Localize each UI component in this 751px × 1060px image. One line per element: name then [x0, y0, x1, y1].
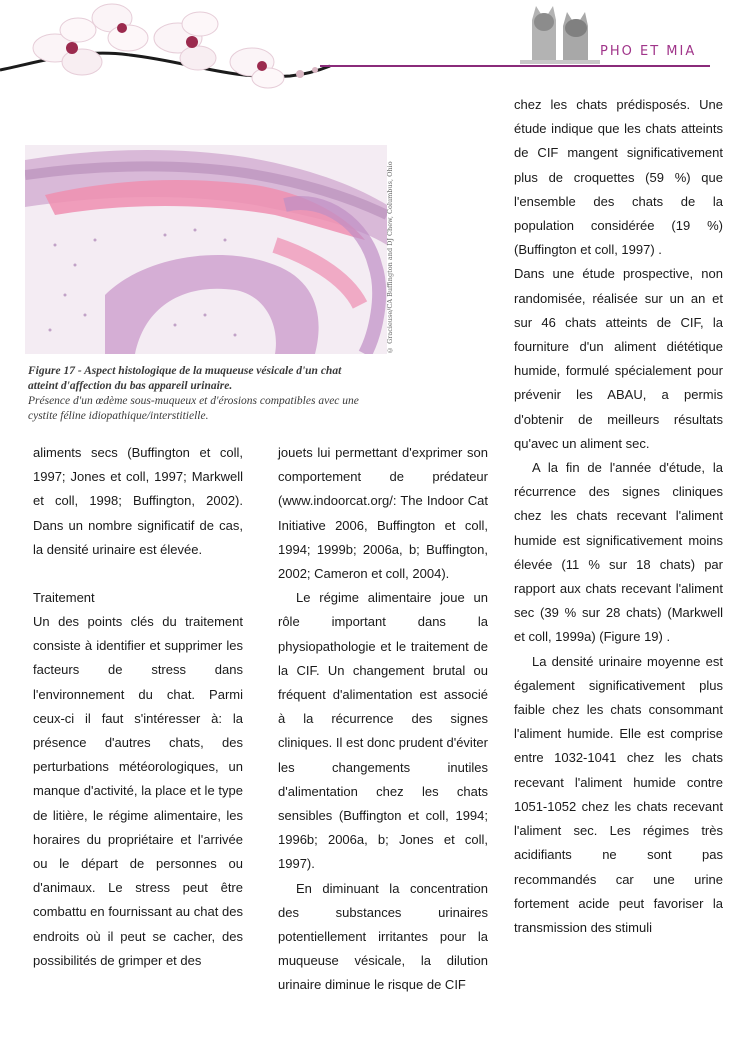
page-header: [0, 0, 751, 95]
paragraph: En diminuant la concentration des substances urinaires potentiellement irritantes pour la muqueuse vésicale, la dilution urinaire diminue le risque de CIF: [278, 880, 488, 993]
paragraph: Le régime alimentaire joue un rôle important dans la physiopathologie et le traitement de la CIF. Un changement brutal ou fréquent d'alimentation est associé à la récurrence des signes cliniques. Il est donc prudent d'éviter les changements inutiles d'alimentation chez les chats sensibles (Buffington et coll, 1994; 1996b; 2006a, b; Jones et coll, 1997).: [278, 590, 488, 872]
paragraph: chez les chats prédisposés. Une étude indique que les chats atteints de CIF mangent significativement plus de croquettes (59 %) que l'ensemble des chats de la population considérée (19 %) (Buffington et coll, 1997) .: [514, 97, 723, 258]
paragraph: Dans une étude prospective, non randomisée, réalisée sur un an et sur 46 chats atteints de CIF, la fourniture d'un aliment diététique humide, formulé spécialement pour prévenir les ABAU, a permis d'obtenir de meilleurs résultats qu'avec un aliment sec.: [514, 266, 723, 451]
paragraph: jouets lui permettant d'exprimer son comportement de prédateur (www.indoorcat.org/: The Indoor Cat Initiative 2006, Buffington et coll, 1994; 1999b; 2006a, b; Buffington, 2002; Cameron et coll, 2004).: [278, 445, 488, 582]
figure-caption-text: Présence d'un œdème sous-muqueux et d'érosions compatibles avec une cystite féline idiopathique/interstitielle.: [28, 395, 359, 422]
text-column-3: [514, 93, 723, 940]
figure-caption-title: Figure 17 - Aspect histologique de la muqueuse vésicale d'un chat atteint d'affection du bas appareil urinaire.: [28, 365, 342, 392]
paragraph: aliments secs (Buffington et coll, 1997; Jones et coll, 1997; Markwell et coll, 1998; Buffington, 2002). Dans un nombre significatif de cas, la densité urinaire est élevée.: [33, 445, 243, 557]
text-column-1: [33, 441, 243, 973]
cats-image: [520, 6, 600, 64]
orchid-flower-1: [33, 18, 102, 75]
orchid-flower-2: [92, 4, 148, 51]
text-column-2: [278, 441, 488, 998]
paragraph: La densité urinaire moyenne est également significativement plus faible chez les chats consommant l'aliment humide. Elle est comprise entre 1032-1041 chez les chats recevant l'aliment humide contre 1051-1052 chez les chats recevant l'aliment sec. Les régimes très acidifiants ne sont pas recommandés car une urine fortement acide peut favoriser la transmission des stimuli: [514, 653, 723, 935]
figure-credit: © Gracieuse/CA Buffington and DJ Chew, Columbus, Ohio: [386, 161, 394, 354]
figure-caption: [28, 364, 368, 424]
section-heading-traitement: Traitement: [33, 590, 95, 606]
histology-figure-image: [25, 145, 387, 354]
brand-name: PHO ET MIA: [600, 44, 697, 59]
paragraph: Un des points clés du traitement consiste à identifier et supprimer les facteurs de stress dans l'environnement du chat. Parmi ceux-ci il faut s'intéresser à: la présence d'autres chats, des perturbations météorologiques, un manque d'activité, la place et le type de litière, le régime alimentaire, les horaires du propriétaire et l'arrivée ou le départ de personnes ou d'animaux. Le stress peut être combattu en fournissant au chat des endroits où il peut se cacher, des possibilités de grimper et des: [33, 614, 243, 968]
paragraph: A la fin de l'année d'étude, la récurrence des signes cliniques chez les chats recevant l'aliment humide est significativement moins élevée (11 % sur 18 chats) par rapport aux chats recevant l'aliment sec (39 % sur 28 chats) (Markwell et coll, 1999a) (Figure 19) .: [514, 460, 723, 645]
orchid-flower-4: [230, 48, 284, 88]
